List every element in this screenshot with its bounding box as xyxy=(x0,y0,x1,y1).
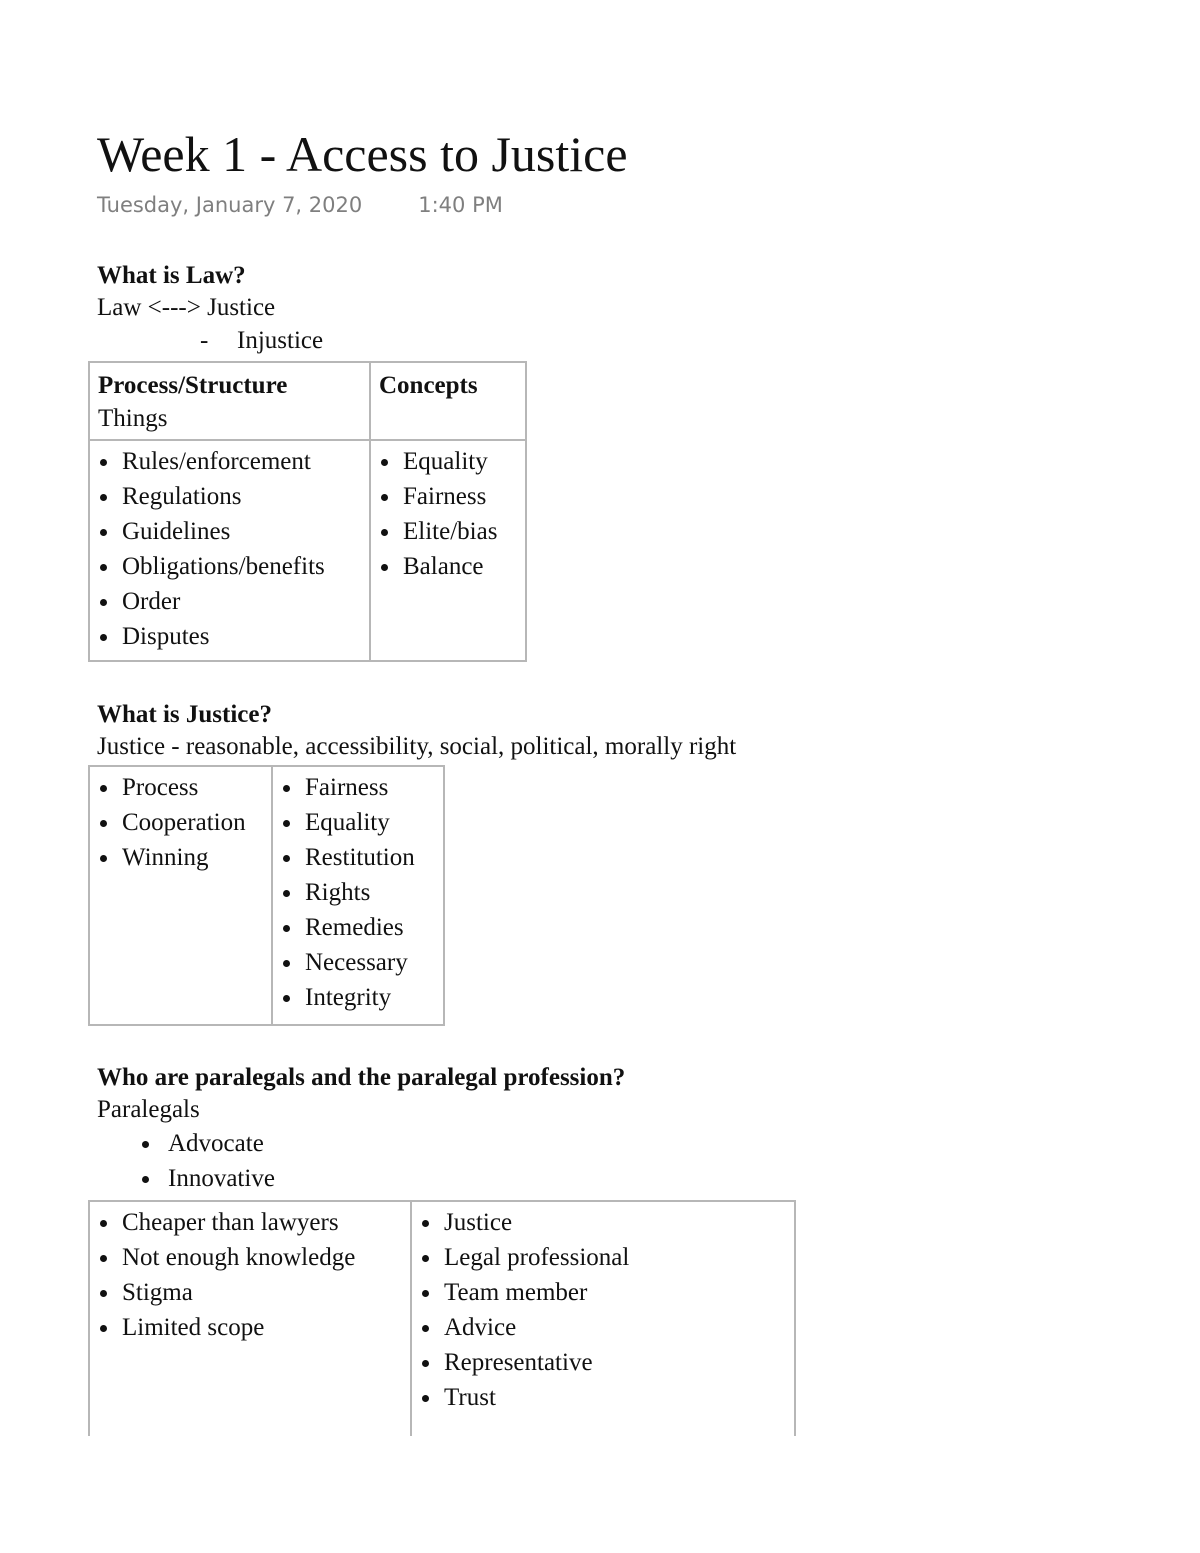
list-item: Stigma xyxy=(98,1275,402,1310)
list-item: Disputes xyxy=(98,619,361,654)
list-item: Remedies xyxy=(281,910,435,945)
justice-definition: Justice - reasonable, accessibility, social, political, morally right xyxy=(97,733,737,760)
header-process-structure: Process/Structure xyxy=(98,372,288,399)
paralegals-table xyxy=(88,1200,796,1473)
note-date: Tuesday, January 7, 2020 xyxy=(97,193,363,217)
list-item: Fairness xyxy=(379,479,517,514)
list-item: Obligations/benefits xyxy=(98,549,361,584)
list-item: Trust xyxy=(420,1380,786,1415)
section-heading-justice: What is Justice? xyxy=(97,701,272,728)
law-table xyxy=(88,361,527,662)
justice-table-right-cell xyxy=(272,766,444,1025)
list-item: Balance xyxy=(379,549,517,584)
list-item: Limited scope xyxy=(98,1310,402,1345)
list-item: Justice xyxy=(420,1205,786,1240)
list-item: Cheaper than lawyers xyxy=(98,1205,402,1240)
paralegals-right-list xyxy=(420,1205,786,1415)
sub-dash: - xyxy=(200,327,209,354)
law-justice-line: Law <---> Justice xyxy=(97,294,276,321)
injustice-text: Injustice xyxy=(237,327,324,354)
page-title: Week 1 - Access to Justice xyxy=(97,126,628,182)
justice-left-list xyxy=(98,770,263,875)
list-item: Representative xyxy=(420,1345,786,1380)
list-item: Innovative xyxy=(140,1161,275,1196)
list-item: Restitution xyxy=(281,840,435,875)
header-things: Things xyxy=(98,405,168,432)
list-item: Cooperation xyxy=(98,805,263,840)
law-table-process-cell xyxy=(89,440,370,661)
law-table-concepts-cell xyxy=(370,440,526,661)
note-timestamp xyxy=(97,193,503,217)
list-item: Rights xyxy=(281,875,435,910)
paralegals-left-list xyxy=(98,1205,402,1345)
paralegals-line: Paralegals xyxy=(97,1096,200,1123)
concepts-list xyxy=(379,444,517,584)
list-item: Regulations xyxy=(98,479,361,514)
section-heading-law: What is Law? xyxy=(97,262,246,289)
list-item: Team member xyxy=(420,1275,786,1310)
list-item: Equality xyxy=(379,444,517,479)
list-item: Elite/bias xyxy=(379,514,517,549)
page-cut-mask xyxy=(80,1436,820,1476)
list-item: Not enough knowledge xyxy=(98,1240,402,1275)
list-item: Fairness xyxy=(281,770,435,805)
paralegals-bullets xyxy=(140,1126,275,1196)
list-item: Process xyxy=(98,770,263,805)
section-heading-paralegals: Who are paralegals and the paralegal profession? xyxy=(97,1064,626,1091)
list-item: Winning xyxy=(98,840,263,875)
list-item: Necessary xyxy=(281,945,435,980)
justice-table xyxy=(88,765,445,1026)
list-item: Order xyxy=(98,584,361,619)
note-time: 1:40 PM xyxy=(418,193,503,217)
justice-table-left-cell xyxy=(89,766,272,1025)
law-table-header-process xyxy=(89,362,370,440)
list-item: Guidelines xyxy=(98,514,361,549)
header-concepts: Concepts xyxy=(379,372,478,399)
law-table-header-concepts xyxy=(370,362,526,440)
list-item: Advice xyxy=(420,1310,786,1345)
list-item: Integrity xyxy=(281,980,435,1015)
paralegals-table-right-cell xyxy=(411,1201,795,1472)
paralegals-table-left-cell xyxy=(89,1201,411,1472)
list-item: Equality xyxy=(281,805,435,840)
process-list xyxy=(98,444,361,654)
justice-right-list xyxy=(281,770,435,1015)
list-item: Advocate xyxy=(140,1126,275,1161)
list-item: Rules/enforcement xyxy=(98,444,361,479)
list-item: Legal professional xyxy=(420,1240,786,1275)
